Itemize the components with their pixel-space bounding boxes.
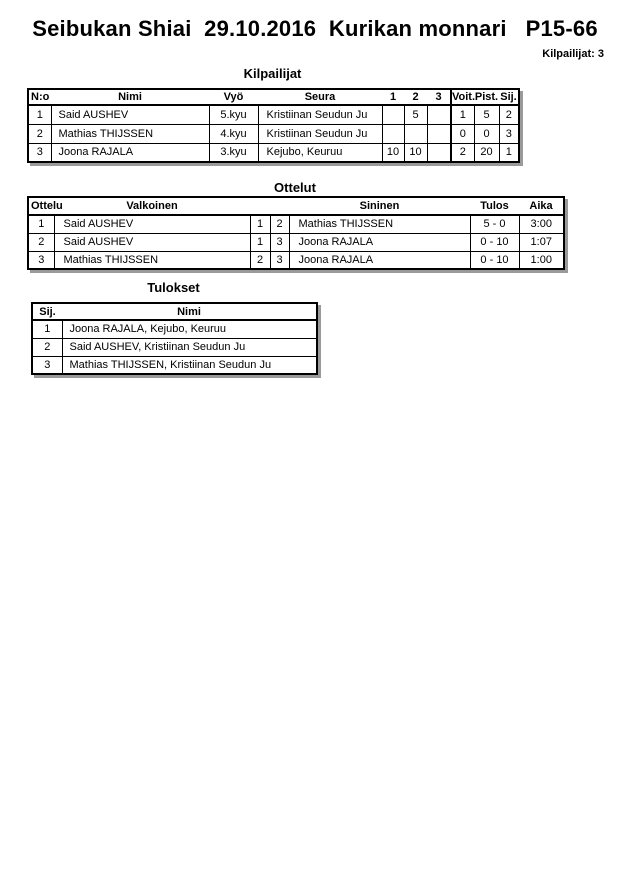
cell-match1: 10 <box>382 143 404 162</box>
col-header-name: Nimi <box>51 89 209 105</box>
matches-section-heading: Ottelut <box>274 180 316 195</box>
cell-blue-no: 3 <box>270 251 289 269</box>
cell-blue-name: Joona RAJALA <box>289 251 470 269</box>
cell-match2: 5 <box>404 105 427 124</box>
cell-time: 1:00 <box>519 251 564 269</box>
cell-club: Kristiinan Seudun Ju <box>258 105 382 124</box>
cell-points: 0 <box>474 124 499 143</box>
match-row <box>28 215 564 233</box>
cell-place: 3 <box>32 356 62 374</box>
cell-belt: 5.kyu <box>209 105 258 124</box>
cell-place: 3 <box>499 124 519 143</box>
cell-wins: 0 <box>451 124 474 143</box>
cell-white-name: Mathias THIJSSEN <box>54 251 250 269</box>
cell-place: 1 <box>499 143 519 162</box>
col-header-place: Sij. <box>32 303 62 320</box>
col-header-time: Aika <box>519 197 564 215</box>
cell-belt: 3.kyu <box>209 143 258 162</box>
results-table <box>31 302 318 375</box>
col-header-wins: Voit. <box>452 91 476 103</box>
col-header-white-no <box>250 197 270 215</box>
cell-blue-no: 3 <box>270 233 289 251</box>
col-header-belt: Vyö <box>209 89 258 105</box>
competitors-table <box>27 88 520 163</box>
competitor-row <box>28 105 519 124</box>
cell-white-name: Said AUSHEV <box>54 215 250 233</box>
cell-blue-no: 2 <box>270 215 289 233</box>
col-header-blue-no <box>270 197 289 215</box>
cell-place: 1 <box>32 320 62 338</box>
col-header-place: Sij. <box>499 89 519 105</box>
cell-blue-name: Mathias THIJSSEN <box>289 215 470 233</box>
col-header-match1: 1 <box>382 89 404 105</box>
cell-blue-name: Joona RAJALA <box>289 233 470 251</box>
cell-wins: 1 <box>451 105 474 124</box>
cell-match2 <box>404 124 427 143</box>
col-header-club: Seura <box>258 89 382 105</box>
cell-points: 5 <box>474 105 499 124</box>
competitor-row <box>28 124 519 143</box>
cell-result: 5 - 0 <box>470 215 519 233</box>
competitors-section-heading: Kilpailijat <box>243 66 302 81</box>
cell-white-no: 1 <box>250 215 270 233</box>
competitors-header-row <box>28 89 519 105</box>
col-header-points: Pist. <box>474 91 499 103</box>
cell-white-name: Said AUSHEV <box>54 233 250 251</box>
competitors-count-label: Kilpailijat: 3 <box>542 48 604 60</box>
result-row <box>32 320 317 338</box>
cell-place: 2 <box>499 105 519 124</box>
cell-points: 20 <box>474 143 499 162</box>
cell-place: 2 <box>32 338 62 356</box>
cell-match3 <box>427 105 451 124</box>
cell-result: 0 - 10 <box>470 233 519 251</box>
match-row <box>28 233 564 251</box>
cell-result: 0 - 10 <box>470 251 519 269</box>
page-title: Seibukan Shiai 29.10.2016 Kurikan monnari P15-66 <box>32 16 598 41</box>
results-header-row <box>32 303 317 320</box>
col-header-white: Valkoinen <box>54 197 250 215</box>
cell-wins: 2 <box>451 143 474 162</box>
cell-name: Said AUSHEV <box>51 105 209 124</box>
cell-club: Kristiinan Seudun Ju <box>258 124 382 143</box>
cell-match3 <box>427 143 451 162</box>
cell-match-no: 3 <box>28 251 54 269</box>
cell-white-no: 2 <box>250 251 270 269</box>
col-header-match2: 2 <box>404 89 427 105</box>
cell-match1 <box>382 105 404 124</box>
cell-match-no: 2 <box>28 233 54 251</box>
cell-match1 <box>382 124 404 143</box>
cell-name: Mathias THIJSSEN, Kristiinan Seudun Ju <box>62 356 317 374</box>
col-header-no: N:o <box>28 89 51 105</box>
competitor-row <box>28 143 519 162</box>
cell-club: Kejubo, Keuruu <box>258 143 382 162</box>
cell-name: Joona RAJALA, Kejubo, Keuruu <box>62 320 317 338</box>
matches-header-row <box>28 197 564 215</box>
col-header-blue: Sininen <box>289 197 470 215</box>
cell-match3 <box>427 124 451 143</box>
results-section-heading: Tulokset <box>147 280 200 295</box>
matches-table <box>27 196 565 270</box>
cell-time: 3:00 <box>519 215 564 233</box>
col-header-result: Tulos <box>470 197 519 215</box>
cell-time: 1:07 <box>519 233 564 251</box>
col-header-match-no: Ottelu <box>28 197 54 215</box>
col-header-name: Nimi <box>62 303 317 320</box>
cell-match2: 10 <box>404 143 427 162</box>
cell-name: Said AUSHEV, Kristiinan Seudun Ju <box>62 338 317 356</box>
result-row <box>32 356 317 374</box>
col-header-match3: 3 <box>427 89 451 105</box>
cell-name: Mathias THIJSSEN <box>51 124 209 143</box>
cell-white-no: 1 <box>250 233 270 251</box>
cell-belt: 4.kyu <box>209 124 258 143</box>
result-row <box>32 338 317 356</box>
cell-match-no: 1 <box>28 215 54 233</box>
cell-name: Joona RAJALA <box>51 143 209 162</box>
cell-no: 1 <box>28 105 51 124</box>
cell-no: 2 <box>28 124 51 143</box>
cell-no: 3 <box>28 143 51 162</box>
match-row <box>28 251 564 269</box>
